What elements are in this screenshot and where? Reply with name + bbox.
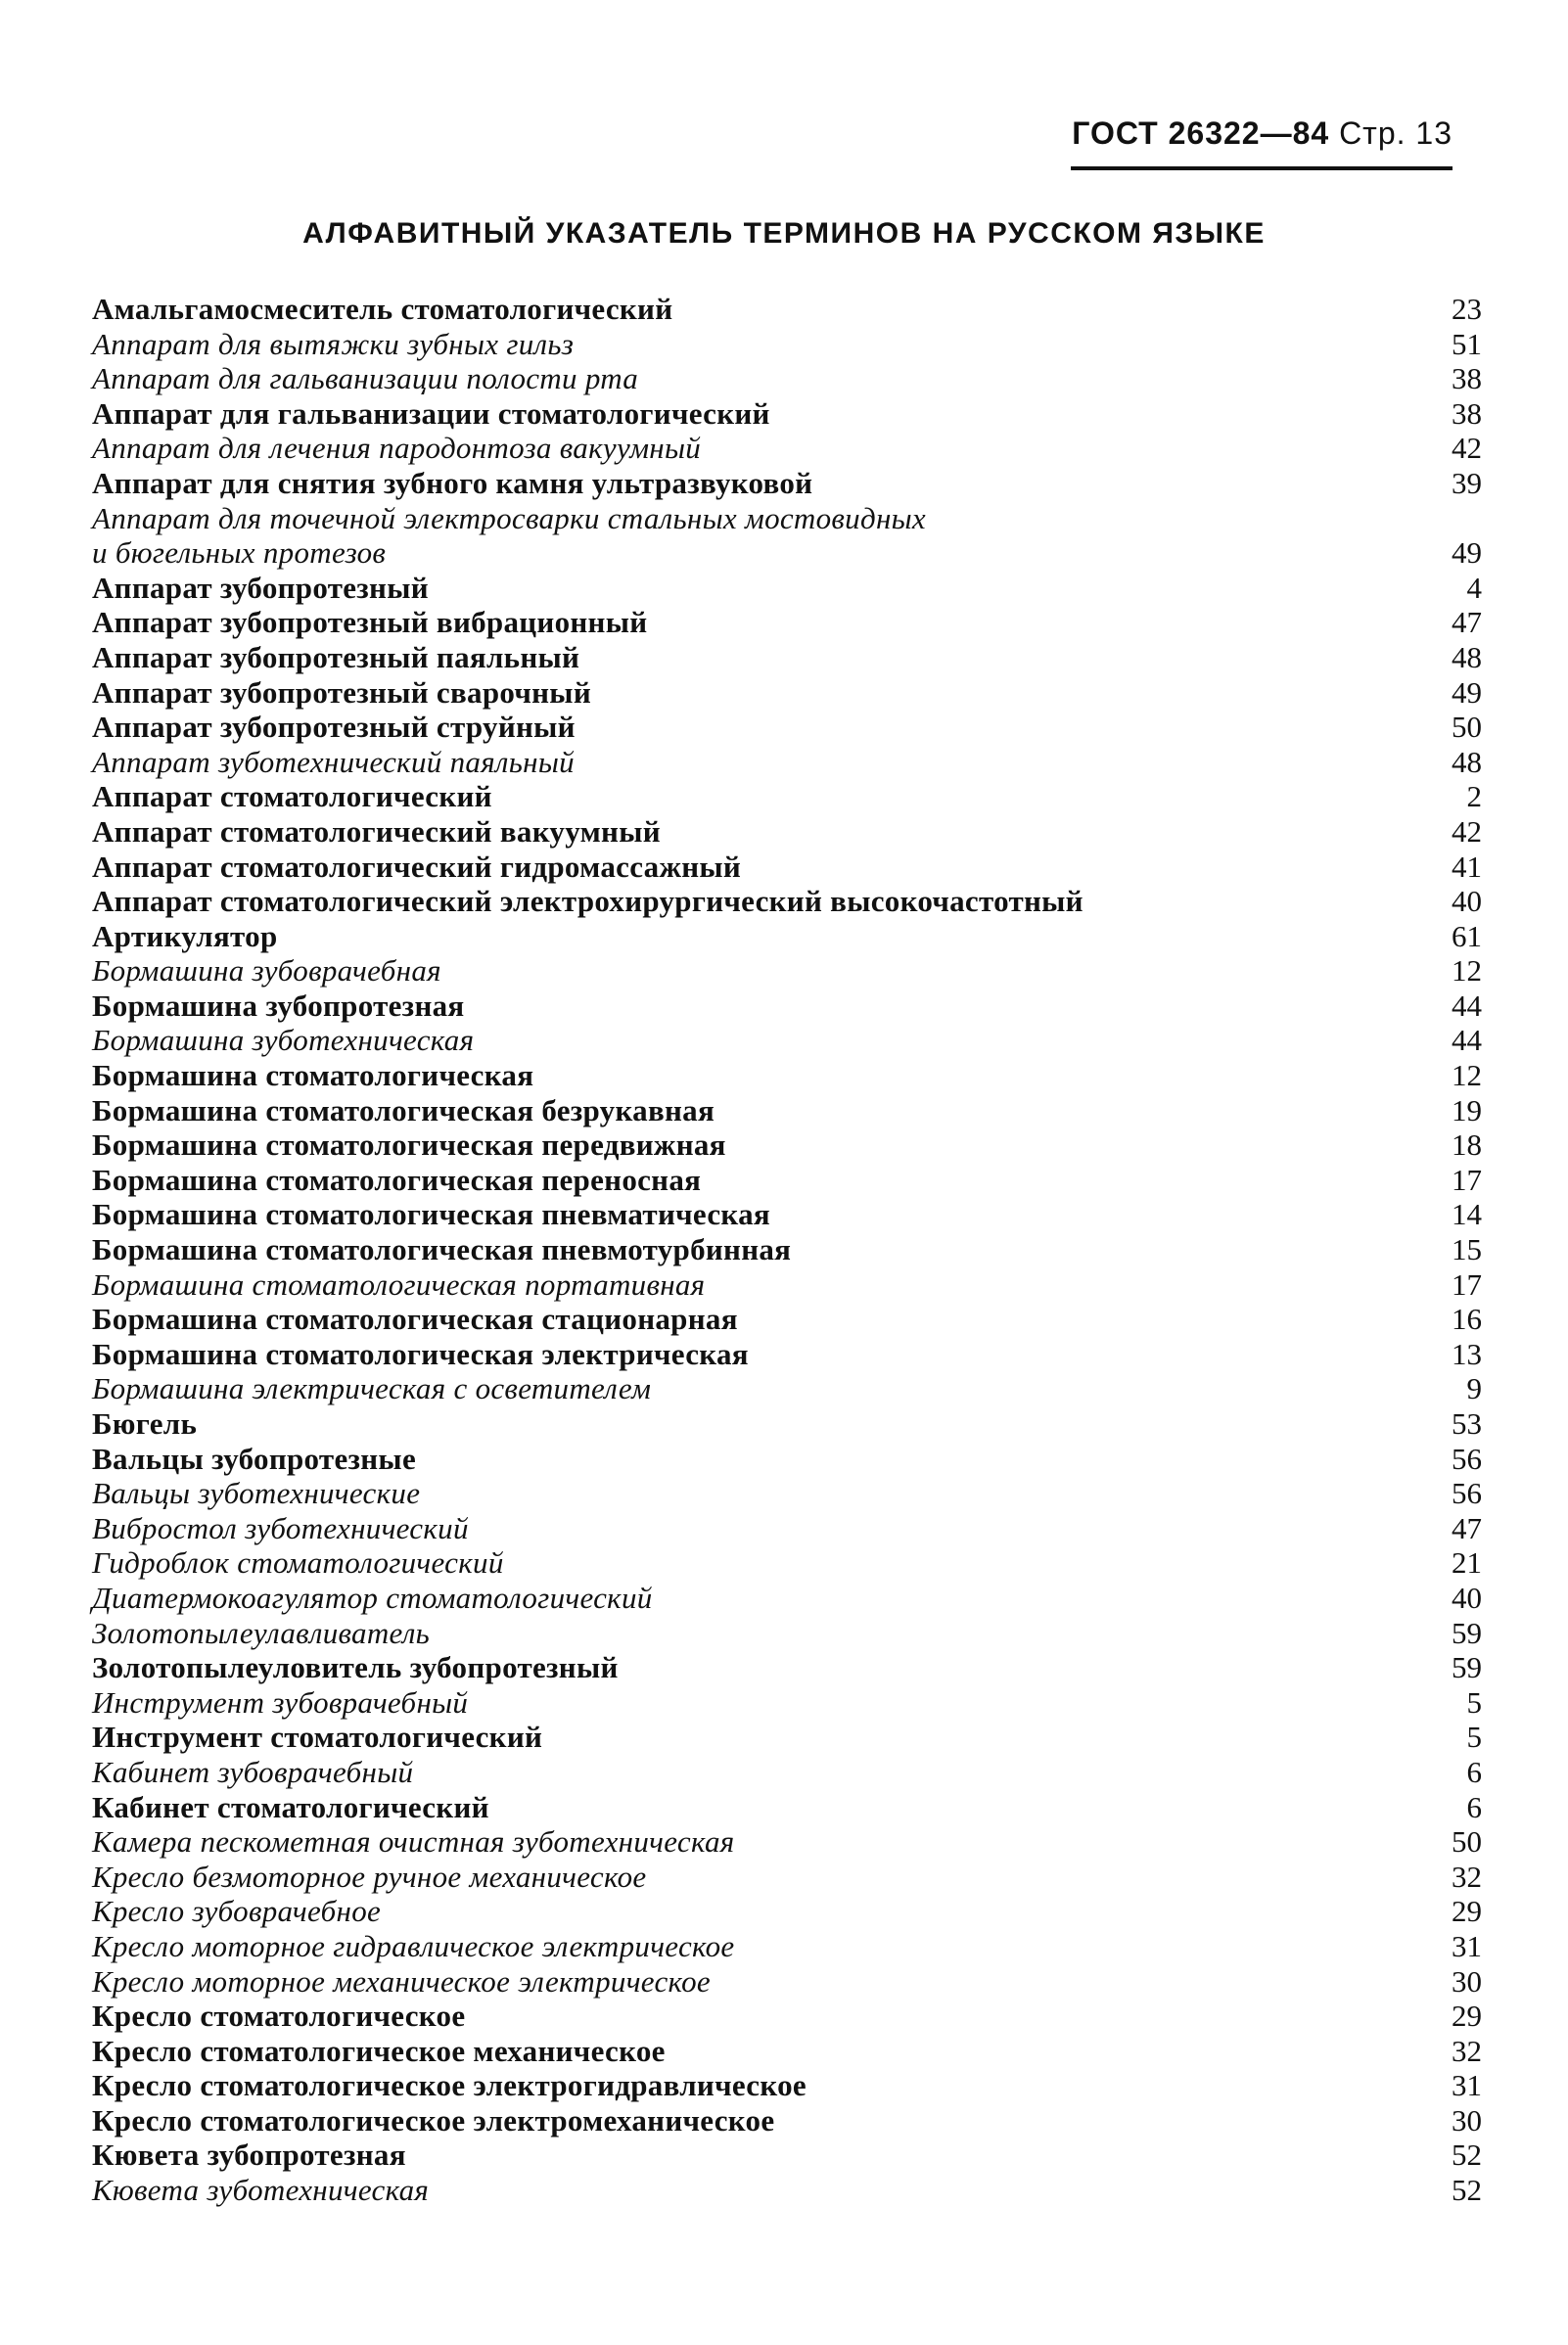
index-entry — [92, 1964, 1482, 2000]
index-entry — [92, 1545, 1482, 1581]
term-reference-number: 42 — [1452, 431, 1482, 466]
term-reference-number: 23 — [1452, 292, 1482, 326]
synonym-term: Вальцы зуботехнические — [92, 1476, 421, 1511]
index-entry — [92, 2068, 1482, 2103]
header-divider — [1071, 166, 1453, 170]
term-reference-number: 5 — [1466, 1684, 1482, 1720]
term-reference-number: 51 — [1452, 326, 1482, 361]
index-entry — [92, 1406, 1482, 1442]
standard-term: Бормашина стоматологическая стационарная — [92, 1302, 738, 1337]
index-entry — [92, 1790, 1482, 1825]
standard-term: Кресло стоматологическое механическое — [92, 2033, 666, 2068]
index-entry — [92, 1267, 1482, 1303]
standard-term: Бормашина стоматологическая электрическая — [92, 1336, 749, 1371]
term-reference-number: 12 — [1452, 1058, 1482, 1093]
index-entry — [92, 1894, 1482, 1929]
synonym-term: Аппарат для точечной электросварки стальных мостовидных и бюгельных протезов — [92, 500, 926, 571]
term-reference-number: 9 — [1466, 1371, 1482, 1406]
index-entry — [92, 1824, 1482, 1860]
index-entry — [92, 396, 1482, 432]
synonym-term: Бормашина стоматологическая портативная — [92, 1266, 706, 1302]
term-reference-number: 44 — [1452, 988, 1482, 1023]
synonym-term: Кресло зубоврачебное — [92, 1894, 382, 1929]
index-entry — [92, 1755, 1482, 1790]
index-entry — [92, 779, 1482, 814]
standard-number: ГОСТ 26322—84 — [1072, 115, 1330, 151]
term-reference-number: 49 — [1452, 674, 1482, 710]
standard-term: Аппарат зубопротезный струйный — [92, 710, 576, 745]
standard-term: Бормашина зубопротезная — [92, 988, 465, 1023]
term-reference-number: 5 — [1466, 1720, 1482, 1755]
index-entry — [92, 1860, 1482, 1895]
synonym-term: Бормашина зуботехническая — [92, 1023, 475, 1058]
term-reference-number: 17 — [1452, 1162, 1482, 1197]
term-reference-number: 13 — [1452, 1336, 1482, 1371]
index-entry — [92, 361, 1482, 396]
synonym-term: Кресло моторное механическое электрическое — [92, 1963, 711, 1999]
standard-term: Золотопылеуловитель зубопротезный — [92, 1650, 619, 1685]
index-entry — [92, 1650, 1482, 1685]
standard-term: Бормашина стоматологическая пневматическая — [92, 1197, 770, 1232]
term-reference-number: 48 — [1452, 639, 1482, 674]
term-reference-number: 50 — [1452, 710, 1482, 745]
term-reference-number: 31 — [1452, 2068, 1482, 2103]
term-reference-number: 29 — [1452, 1999, 1482, 2034]
synonym-term: Кресло безмоторное ручное механическое — [92, 1859, 647, 1894]
standard-term: Аппарат стоматологический электрохирургический высокочастотный — [92, 884, 1084, 919]
index-entry — [92, 1581, 1482, 1616]
standard-term: Кресло стоматологическое электрогидравлическое — [92, 2068, 807, 2103]
term-index-list — [92, 292, 1482, 2208]
term-reference-number: 6 — [1466, 1754, 1482, 1789]
synonym-term: Вибростол зуботехнический — [92, 1510, 469, 1545]
index-entry — [92, 1197, 1482, 1232]
term-reference-number: 56 — [1452, 1476, 1482, 1511]
standard-term: Бормашина стоматологическая переносная — [92, 1162, 702, 1197]
standard-term: Бюгель — [92, 1406, 198, 1441]
standard-term: Кресло стоматологическое — [92, 1999, 466, 2034]
term-reference-number: 49 — [1452, 535, 1482, 571]
synonym-term: Аппарат для лечения пародонтоза вакуумный — [92, 431, 702, 466]
page-number: Стр. 13 — [1339, 115, 1453, 151]
index-entry — [92, 501, 1482, 571]
index-entry — [92, 2138, 1482, 2173]
index-entry — [92, 1999, 1482, 2034]
index-entry — [92, 884, 1482, 919]
term-reference-number: 6 — [1466, 1789, 1482, 1824]
term-reference-number: 32 — [1452, 1859, 1482, 1894]
term-reference-number: 17 — [1452, 1266, 1482, 1302]
index-entry — [92, 1058, 1482, 1093]
standard-term: Аппарат стоматологический — [92, 779, 492, 814]
synonym-term: Диатермокоагулятор стоматологический — [92, 1580, 653, 1615]
index-entry — [92, 1371, 1482, 1406]
term-reference-number: 52 — [1452, 2138, 1482, 2173]
term-reference-number: 12 — [1452, 953, 1482, 989]
term-reference-number: 41 — [1452, 849, 1482, 884]
term-reference-number: 39 — [1452, 465, 1482, 500]
term-reference-number: 38 — [1452, 361, 1482, 396]
index-entry — [92, 1476, 1482, 1511]
standard-term: Аппарат зубопротезный сварочный — [92, 674, 591, 710]
standard-term: Амальгамосмеситель стоматологический — [92, 292, 673, 326]
standard-term: Аппарат стоматологический гидромассажный — [92, 849, 742, 884]
index-entry — [92, 919, 1482, 954]
term-reference-number: 59 — [1452, 1615, 1482, 1650]
standard-term: Аппарат зубопротезный вибрационный — [92, 605, 648, 640]
index-entry — [92, 953, 1482, 989]
index-entry — [92, 1093, 1482, 1128]
index-entry — [92, 1616, 1482, 1651]
term-reference-number: 40 — [1452, 884, 1482, 919]
term-reference-number: 61 — [1452, 918, 1482, 953]
term-reference-number: 59 — [1452, 1650, 1482, 1685]
index-entry — [92, 745, 1482, 780]
index-entry — [92, 675, 1482, 711]
term-reference-number: 15 — [1452, 1232, 1482, 1267]
index-entry — [92, 2034, 1482, 2069]
synonym-term: Камера пескометная очистная зуботехническая — [92, 1824, 735, 1860]
term-reference-number: 47 — [1452, 605, 1482, 640]
term-reference-number: 38 — [1452, 395, 1482, 431]
index-entry — [92, 571, 1482, 606]
term-reference-number: 52 — [1452, 2173, 1482, 2208]
synonym-term: Гидроблок стоматологический — [92, 1545, 504, 1581]
index-title: АЛФАВИТНЫЙ УКАЗАТЕЛЬ ТЕРМИНОВ НА РУССКОМ ЯЗЫКЕ — [302, 217, 1266, 250]
standard-term: Бормашина стоматологическая — [92, 1058, 534, 1093]
standard-term: Кресло стоматологическое электромеханическое — [92, 2102, 775, 2138]
standard-term: Бормашина стоматологическая передвижная — [92, 1127, 726, 1163]
standard-term: Аппарат стоматологический вакуумный — [92, 813, 661, 849]
synonym-term: Кабинет зубоврачебный — [92, 1754, 414, 1789]
standard-term: Кабинет стоматологический — [92, 1789, 489, 1824]
standard-term: Кювета зубопротезная — [92, 2138, 406, 2173]
index-entry — [92, 466, 1482, 501]
standard-term: Инструмент стоматологический — [92, 1720, 543, 1755]
term-reference-number: 31 — [1452, 1928, 1482, 1963]
standard-term: Бормашина стоматологическая пневмотурбинная — [92, 1232, 792, 1267]
index-entry — [92, 1127, 1482, 1163]
index-entry — [92, 710, 1482, 745]
term-reference-number: 2 — [1466, 779, 1482, 814]
synonym-term: Бормашина электрическая с осветителем — [92, 1371, 652, 1406]
page-header — [1022, 115, 1453, 152]
term-reference-number: 18 — [1452, 1127, 1482, 1163]
synonym-term: Инструмент зубоврачебный — [92, 1684, 469, 1720]
standard-term: Аппарат для гальванизации стоматологический — [92, 395, 770, 431]
index-entry — [92, 1720, 1482, 1755]
standard-term: Бормашина стоматологическая безрукавная — [92, 1092, 715, 1127]
term-reference-number: 32 — [1452, 2033, 1482, 2068]
standard-term: Аппарат зубопротезный паяльный — [92, 639, 580, 674]
synonym-term: Бормашина зубоврачебная — [92, 953, 441, 989]
term-reference-number: 29 — [1452, 1894, 1482, 1929]
term-reference-number: 47 — [1452, 1510, 1482, 1545]
index-entry — [92, 989, 1482, 1024]
index-entry — [92, 2103, 1482, 2138]
index-entry — [92, 292, 1482, 327]
synonym-term: Аппарат для вытяжки зубных гильз — [92, 326, 575, 361]
synonym-term: Кресло моторное гидравлическое электрическое — [92, 1928, 735, 1963]
term-reference-number: 19 — [1452, 1092, 1482, 1127]
index-entry — [92, 1232, 1482, 1267]
term-reference-number: 21 — [1452, 1545, 1482, 1581]
term-reference-number: 4 — [1466, 570, 1482, 605]
term-reference-number: 16 — [1452, 1302, 1482, 1337]
synonym-term: Аппарат для гальванизации полости рта — [92, 361, 639, 396]
standard-term: Аппарат для снятия зубного камня ультразвуковой — [92, 465, 813, 500]
term-reference-number: 48 — [1452, 744, 1482, 779]
index-entry — [92, 850, 1482, 885]
index-entry — [92, 327, 1482, 362]
index-entry — [92, 1163, 1482, 1198]
term-reference-number: 14 — [1452, 1197, 1482, 1232]
index-entry — [92, 1442, 1482, 1477]
synonym-term: Кювета зуботехническая — [92, 2173, 430, 2208]
synonym-term: Золотопылеулавливатель — [92, 1615, 431, 1650]
standard-term: Вальцы зубопротезные — [92, 1441, 417, 1476]
term-reference-number: 40 — [1452, 1580, 1482, 1615]
term-reference-number: 44 — [1452, 1023, 1482, 1058]
index-entry — [92, 1337, 1482, 1372]
term-reference-number: 50 — [1452, 1824, 1482, 1860]
synonym-term: Аппарат зуботехнический паяльный — [92, 744, 575, 779]
index-entry — [92, 640, 1482, 675]
index-entry — [92, 2173, 1482, 2208]
index-entry — [92, 1511, 1482, 1546]
index-entry — [92, 1685, 1482, 1721]
term-reference-number: 30 — [1452, 1963, 1482, 1999]
index-entry — [92, 1023, 1482, 1058]
term-reference-number: 53 — [1452, 1406, 1482, 1441]
index-entry — [92, 431, 1482, 466]
index-entry — [92, 605, 1482, 640]
standard-term: Аппарат зубопротезный — [92, 570, 429, 605]
index-entry — [92, 1302, 1482, 1337]
term-reference-number: 42 — [1452, 813, 1482, 849]
standard-term: Артикулятор — [92, 918, 278, 953]
index-entry — [92, 1929, 1482, 1964]
term-reference-number: 30 — [1452, 2102, 1482, 2138]
index-entry — [92, 814, 1482, 850]
term-reference-number: 56 — [1452, 1441, 1482, 1476]
